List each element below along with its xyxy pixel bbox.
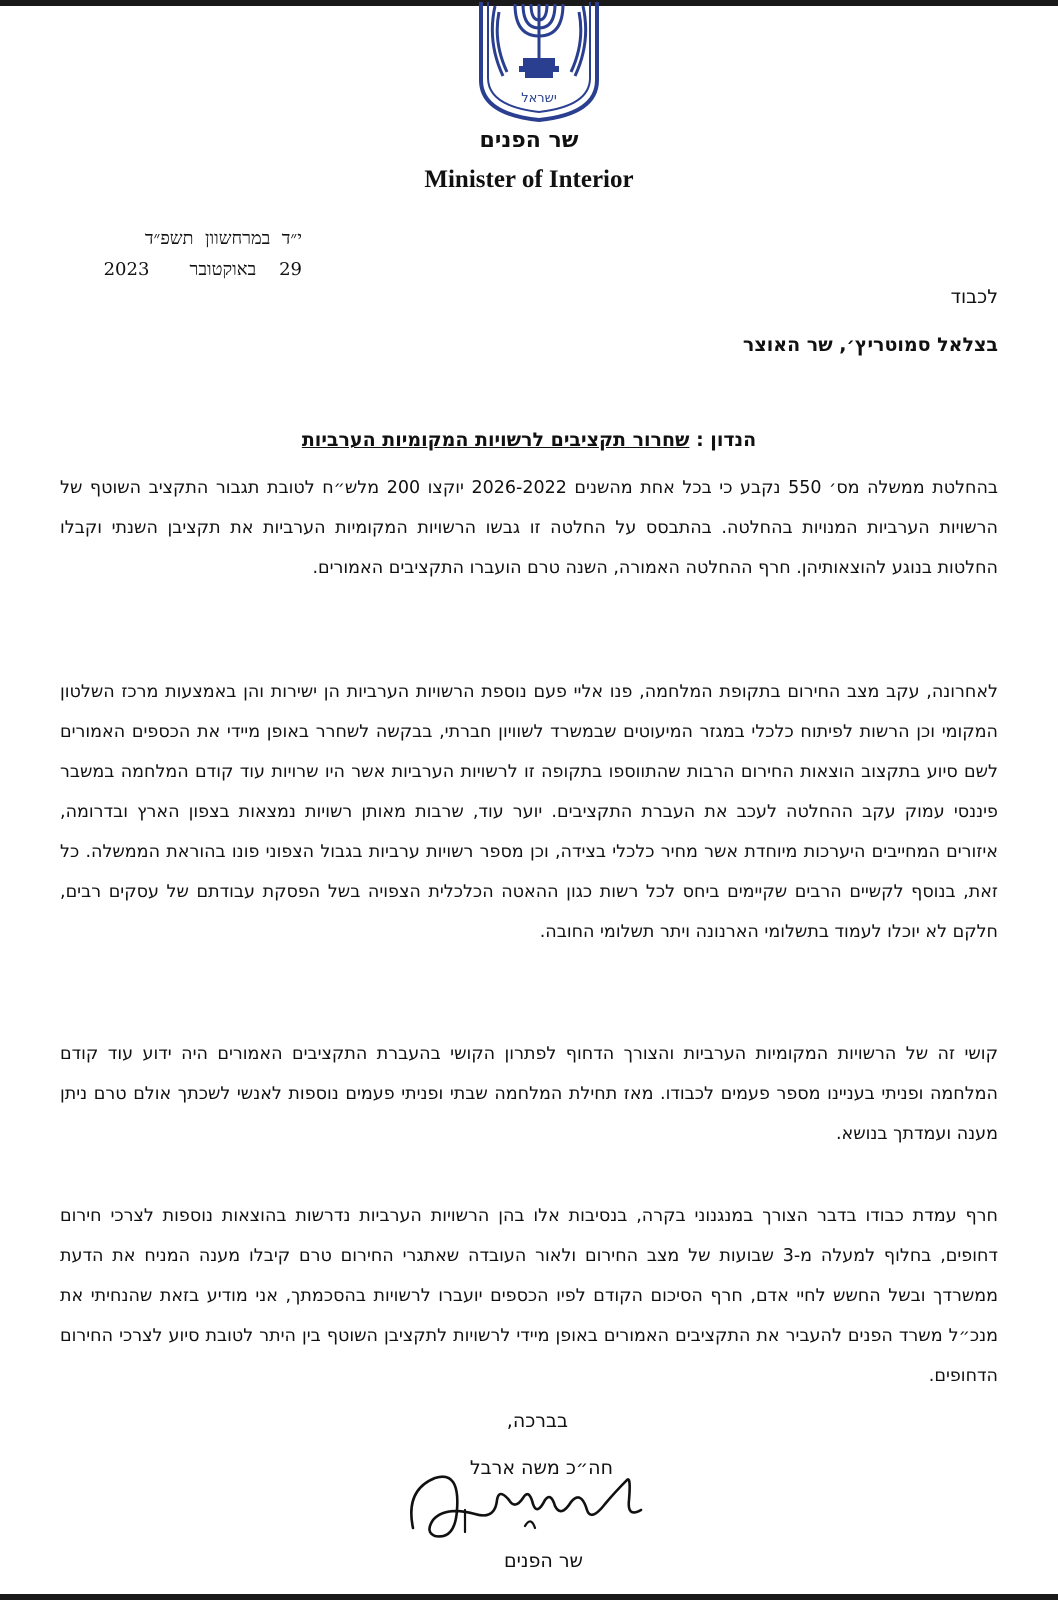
date-day: 29 xyxy=(279,259,302,280)
signature-icon xyxy=(405,1470,655,1550)
subject-text: שחרור תקציבים לרשויות המקומיות הערביות xyxy=(301,429,690,451)
bottom-border xyxy=(0,1594,1058,1600)
paragraph-4: חרף עמדת כבודו בדבר הצורך במנגנוני בקרה, בנסיבות אלו בהן הרשויות הערביות נדרשות בהוצאות נוספות לצרכי חירום דחופים, בחלוף למעלה מ-3 שבועות של מצב החירום ולאור העובדה שאתגרי החירום טרם קיבלו מענה המניח את הדעת ממשרדך ובשל החשש לחיי אדם, חרף הסיכום הקודם לפיו הכספים יועברו לרשויות בהסכמתך, אני מודיע בזאת שהנחיתי את מנכ״ל משרד הפנים להעביר את התקציבים האמורים באופן מיידי לרשויות לתקציבן השוטף בין היתר לטובת סיוע לצרכי החירום הדחופים. xyxy=(60,1206,998,1386)
paragraph-2: לאחרונה, עקב מצב החירום בתקופת המלחמה, פנו אליי פעם נוספת הרשויות הערביות הן ישירות והן באמצעות מרכז השלטון המקומי וכן הרשות לפיתוח כלכלי במגזר המיעוטים שבמשרד לשוויון חברתי, בבקשה לשחרר באופן מיידי את הכספים האמורים לשם סיוע בתקצוב הוצאות החירום הרבות שהתווספו בתקופה זו לרשויות הערביות אשר היו שרויות עוד קודם המלחמה במשבר פיננסי עמוק עקב ההחלטה לעכב את העברת התקציבים. יוער עוד, שרבות מאותן רשויות נמצאות בצפון הארץ ובדרומה, איזורים המחייבים היערכות מיוחדת אשר מחיר כלכלי בצידה, וכן מספר רשויות ערביות בגבול הצפוני פונו בהוראת הממשלה. כל זאת, בנוסף לקשיים הרבים שקיימים ביחס לכל רשות כגון ההאטה הכלכלית הצפויה בשל הפסקת עבודתם של עסקים רבים, חלקם לא יוכלו לעמוד בתשלומי הארנונה ויתר תשלומי החובה. xyxy=(60,682,998,942)
closing-greeting: בברכה, xyxy=(506,1410,568,1432)
date-year: 2023 xyxy=(103,259,150,280)
signer-title: שר הפנים xyxy=(504,1550,583,1572)
hebrew-date: י״ד במרחשוון תשפ״ד xyxy=(144,228,302,249)
subject-label: הנדון : xyxy=(696,429,757,451)
english-title: Minister of Interior xyxy=(424,166,634,193)
signer-name: חה״כ משה ארבל xyxy=(469,1457,613,1479)
recipient: בצלאל סמוטריץ׳, שר האוצר xyxy=(742,334,998,356)
paragraph-3: קושי זה של הרשויות המקומיות הערביות והצורך הדחוף לפתרון הקושי בהעברת התקציבים האמורים היה ידוע עוד קודם המלחמה ופניתי בעניינו מספר פעמים לכבודו. מאז תחילת המלחמה שבתי ופניתי פעמים נוספות לאנשי לשכתך אולם טרם ניתן מענה ועמדתך בנושא. xyxy=(60,1044,998,1144)
state-emblem-icon xyxy=(477,2,601,122)
emblem-text: ישראל xyxy=(521,91,557,106)
date-month: באוקטובר xyxy=(189,259,257,280)
paragraph-1: בהחלטת ממשלה מס׳ 550 נקבע כי בכל אחת מהשנים 2026-2022 יוקצו 200 מלש״ח לטובת תגבור התקציב השוטף של הרשויות הערביות המנויות בהחלטה. בהתבסס על החלטה זו גבשו הרשויות המקומיות הערביות את תקציבן השנתי וקבלו החלטות בנוגע להוצאותיהן. חרף ההחלטה האמורה, השנה טרם הועברו התקציבים האמורים. xyxy=(60,478,999,578)
subject-line xyxy=(0,429,1058,451)
gregorian-date xyxy=(52,259,302,280)
hebrew-title: שר הפנים xyxy=(479,128,579,153)
salutation: לכבוד xyxy=(950,286,998,308)
